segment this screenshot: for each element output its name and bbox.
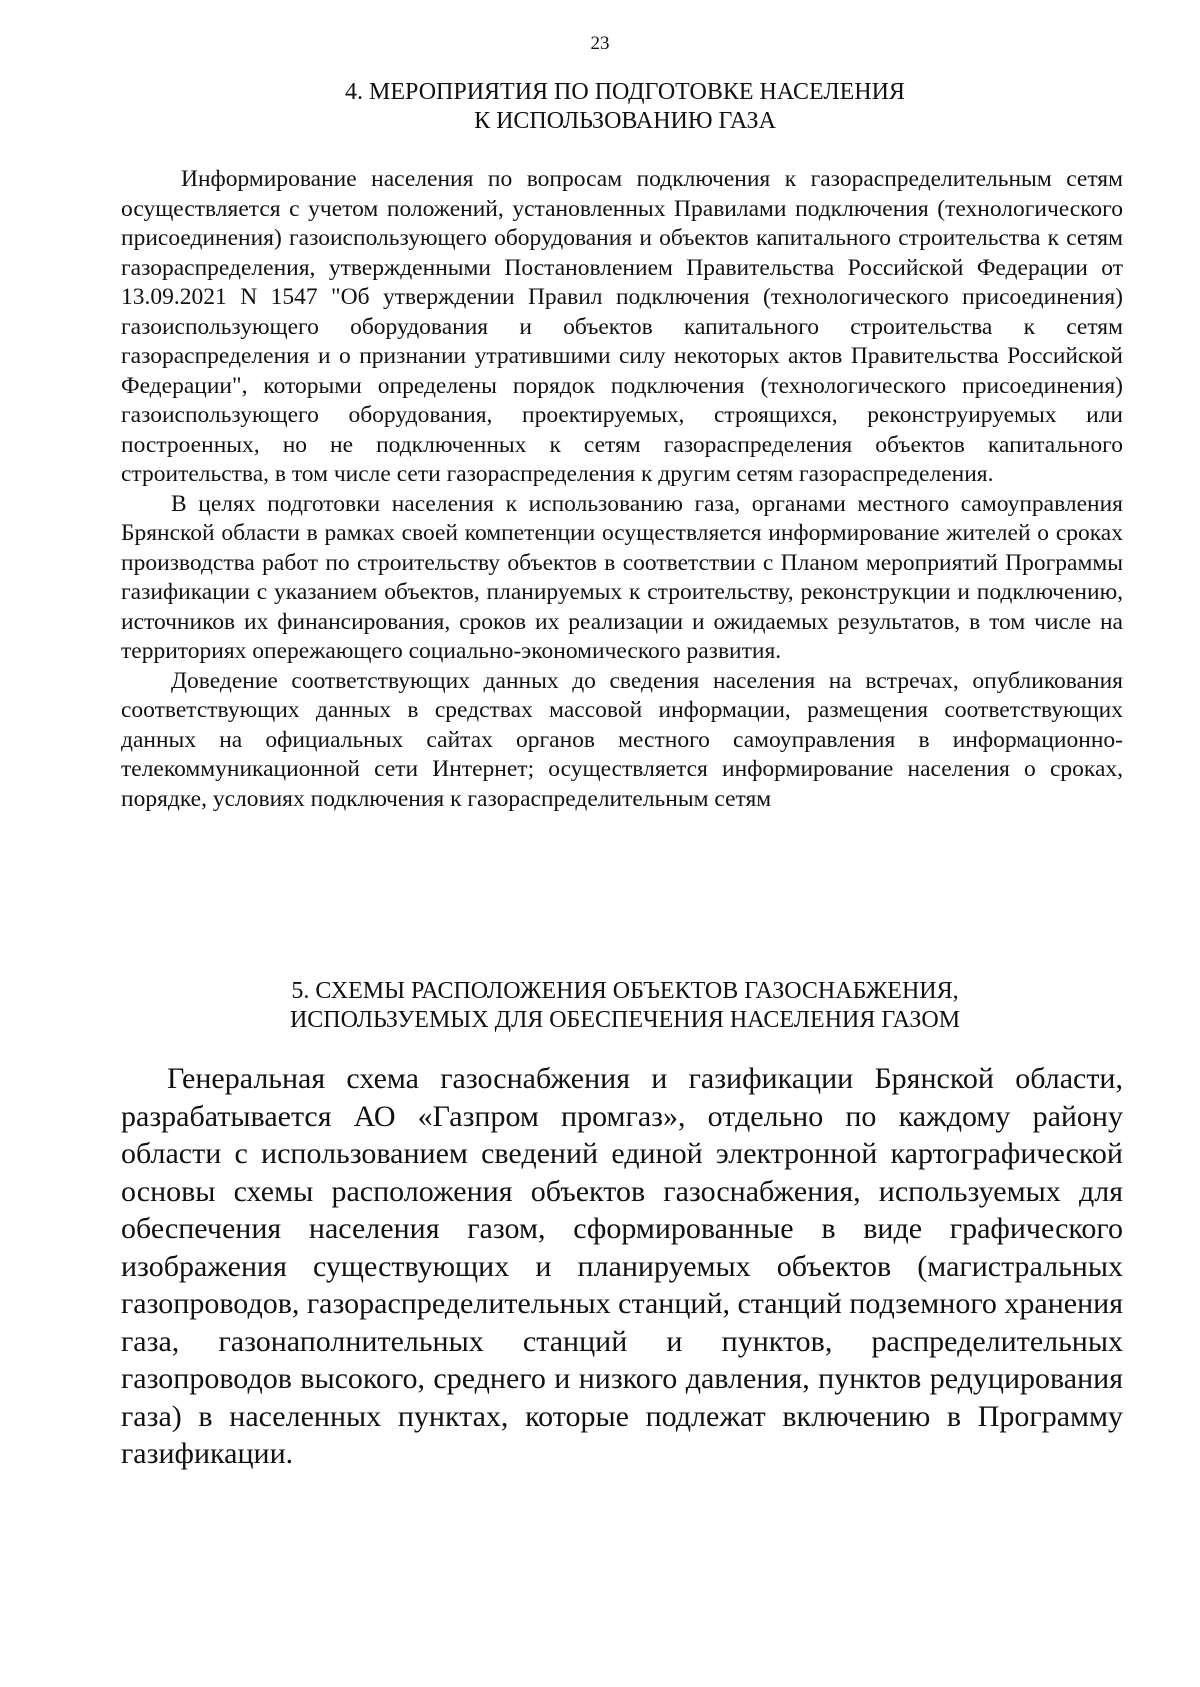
section-5-heading-line-1: 5. СХЕМЫ РАСПОЛОЖЕНИЯ ОБЪЕКТОВ ГАЗОСНАБЖЕНИЯ,	[291, 978, 959, 1004]
section-4-body	[121, 165, 1123, 814]
section-4-paragraph-1: Информирование населения по вопросам подключения к газораспределительным сетям осуществляется с учетом положений, установленных Правилами подключения (технологического присоединения) газоиспользующего оборудования и объектов капитального строительства к сетям газораспределения, утвержденными Постановлением Правительства Российской Федерации от 13.09.2021 N 1547 "Об утверждении Правил подключения (технологического присоединения) газоиспользующего оборудования и объектов капитального строительства к сетям газораспределения и о признании утратившими силу некоторых актов Правительства Российской Федерации", которыми определены порядок подключения (технологического присоединения) газоиспользующего оборудования, проектируемых, строящихся, реконструируемых или построенных, но не подключенных к сетям газораспределения объектов капитального строительства, в том числе сети газораспределения к другим сетям газораспределения.	[121, 166, 1123, 487]
section-4-heading-line-2: К ИСПОЛЬЗОВАНИЮ ГАЗА	[474, 108, 776, 134]
section-4-paragraph-3: Доведение соответствующих данных до сведения населения на встречах, опубликования соответствующих данных в средствах массовой информации, размещения соответствующих данных на официальных сайтах органов местного самоуправления в информационно-телекоммуникационной сети Интернет; осуществляется информирование населения о сроках, порядке, условиях подключения к газораспределительным сетям	[121, 667, 1123, 812]
section-5-paragraph-1: Генеральная схема газоснабжения и газификации Брянской области, разрабатывается АО «Газпром промгаз», отдельно по каждому району области с использованием сведений единой электронной картографической основы схемы расположения объектов газоснабжения, используемых для обеспечения населения газом, сформированные в виде графического изображения существующих и планируемых объектов (магистральных газопроводов, газораспределительных станций, станций подземного хранения газа, газонаполнительных станций и пунктов, распределительных газопроводов высокого, среднего и низкого давления, пунктов редуцирования газа) в населенных пунктах, которые подлежат включению в Программу газификации.	[121, 1062, 1123, 1470]
section-5-heading	[0, 977, 1200, 1035]
section-4-heading-line-1: 4. МЕРОПРИЯТИЯ ПО ПОДГОТОВКЕ НАСЕЛЕНИЯ	[345, 79, 905, 105]
page-number: 23	[590, 33, 610, 54]
section-5-heading-line-2: ИСПОЛЬЗУЕМЫХ ДЛЯ ОБЕСПЕЧЕНИЯ НАСЕЛЕНИЯ ГАЗОМ	[289, 1007, 961, 1033]
section-4-paragraph-2: В целях подготовки населения к использованию газа, органами местного самоуправления Брянской области в рамках своей компетенции осуществляется информирование жителей о сроках производства работ по строительству объектов в соответствии с Планом мероприятий Программы газификации с указанием объектов, планируемых к строительству, реконструкции и подключению, источников их финансирования, сроков их реализации и ожидаемых результатов, в том числе на территориях опережающего социально-экономического развития.	[121, 490, 1123, 664]
section-4-heading	[0, 78, 1200, 136]
section-5-body	[121, 1060, 1123, 1473]
